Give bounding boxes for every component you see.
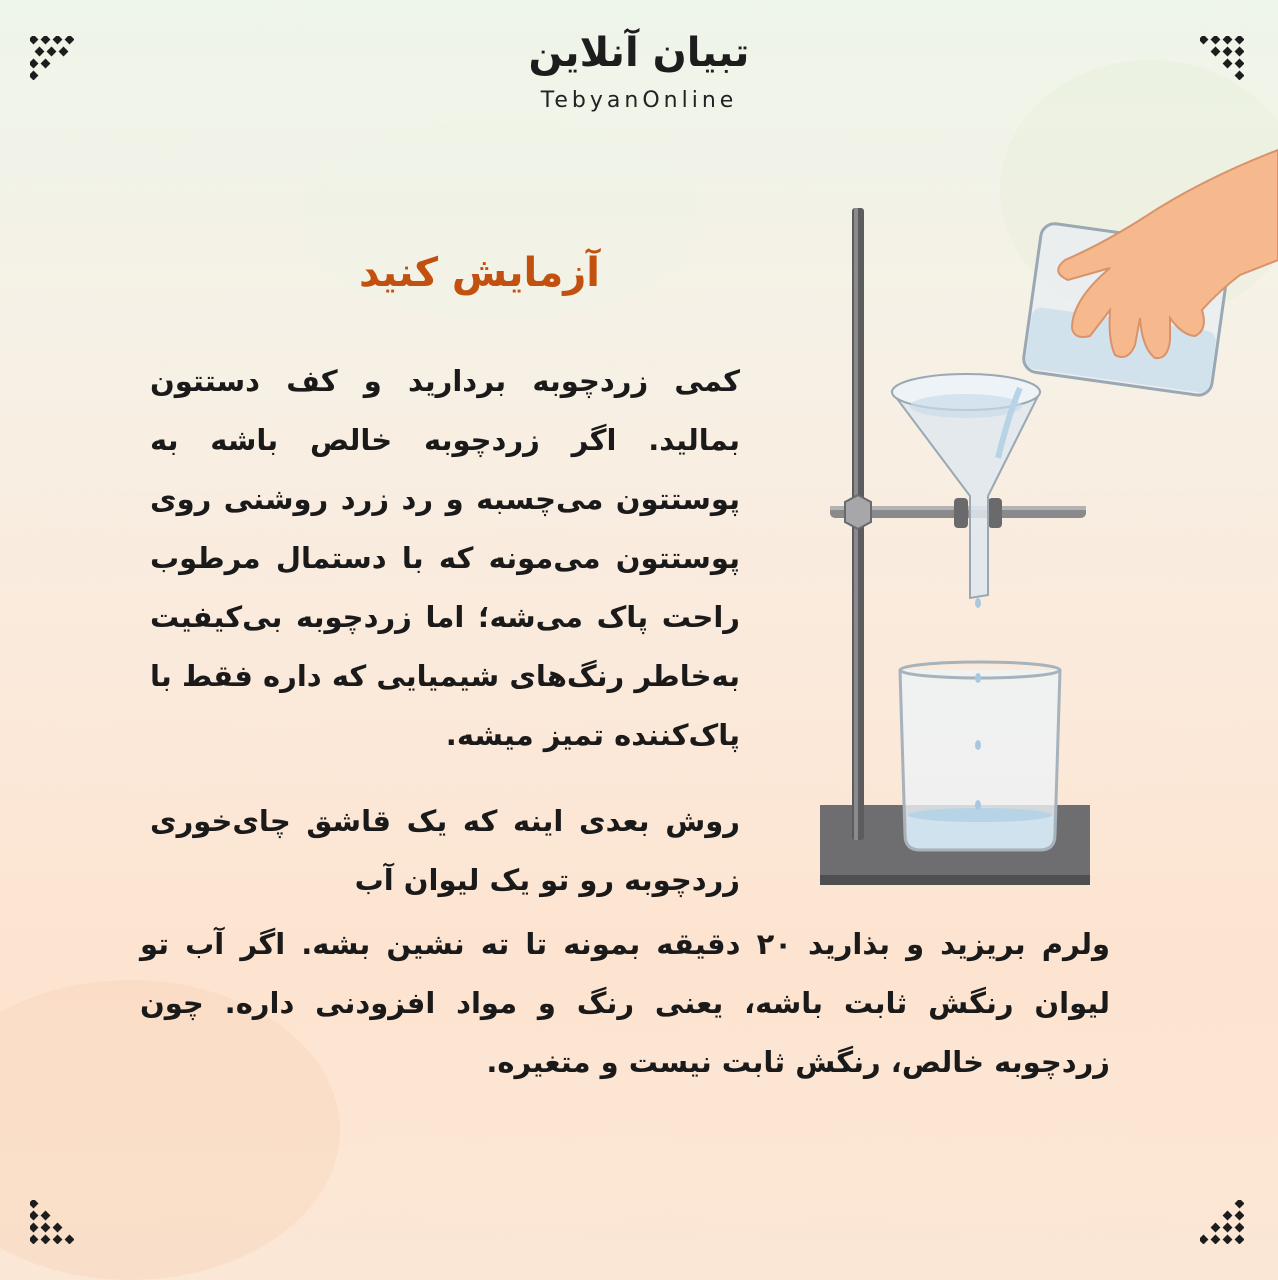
page-title: آزمایش کنید [358,250,600,296]
brand-logo-english: TebyanOnline [540,88,738,113]
paragraph-first: کمی زردچوبه بردارید و کف دستتون بمالید. اگر زردچوبه خالص باشه به پوستتون می‌چسبه و رد زرد روشنی روی پوستتون می‌مونه که با دستمال مرطوب راحت پاک می‌شه؛ اما زردچوبه بی‌کیفیت به‌خاطر رنگ‌های شیمیایی که داره فقط با پاک‌کننده تمیز میشه. [150,364,740,752]
paragraph-second-top: روش بعدی اینه که یک قاشق چای‌خوری زردچوبه رو تو یک لیوان آب [150,804,740,897]
pixel-pattern-icon [1200,1200,1244,1244]
paragraph-second-bottom: ولرم بریزید و بذارید ۲۰ دقیقه بمونه تا ته نشین بشه. اگر آب تو لیوان رنگش ثابت باشه، یعنی رنگ و مواد افزودنی داره. چون زردچوبه خالص، رنگش ثابت نیست و متغیره. [140,927,1110,1079]
clamp-nut [845,495,871,529]
pixel-pattern-icon [30,1200,74,1244]
brand-logo-persian: تبیان آنلاین [528,30,750,76]
lab-filtration-illustration [810,140,1278,890]
hand [1058,150,1278,358]
